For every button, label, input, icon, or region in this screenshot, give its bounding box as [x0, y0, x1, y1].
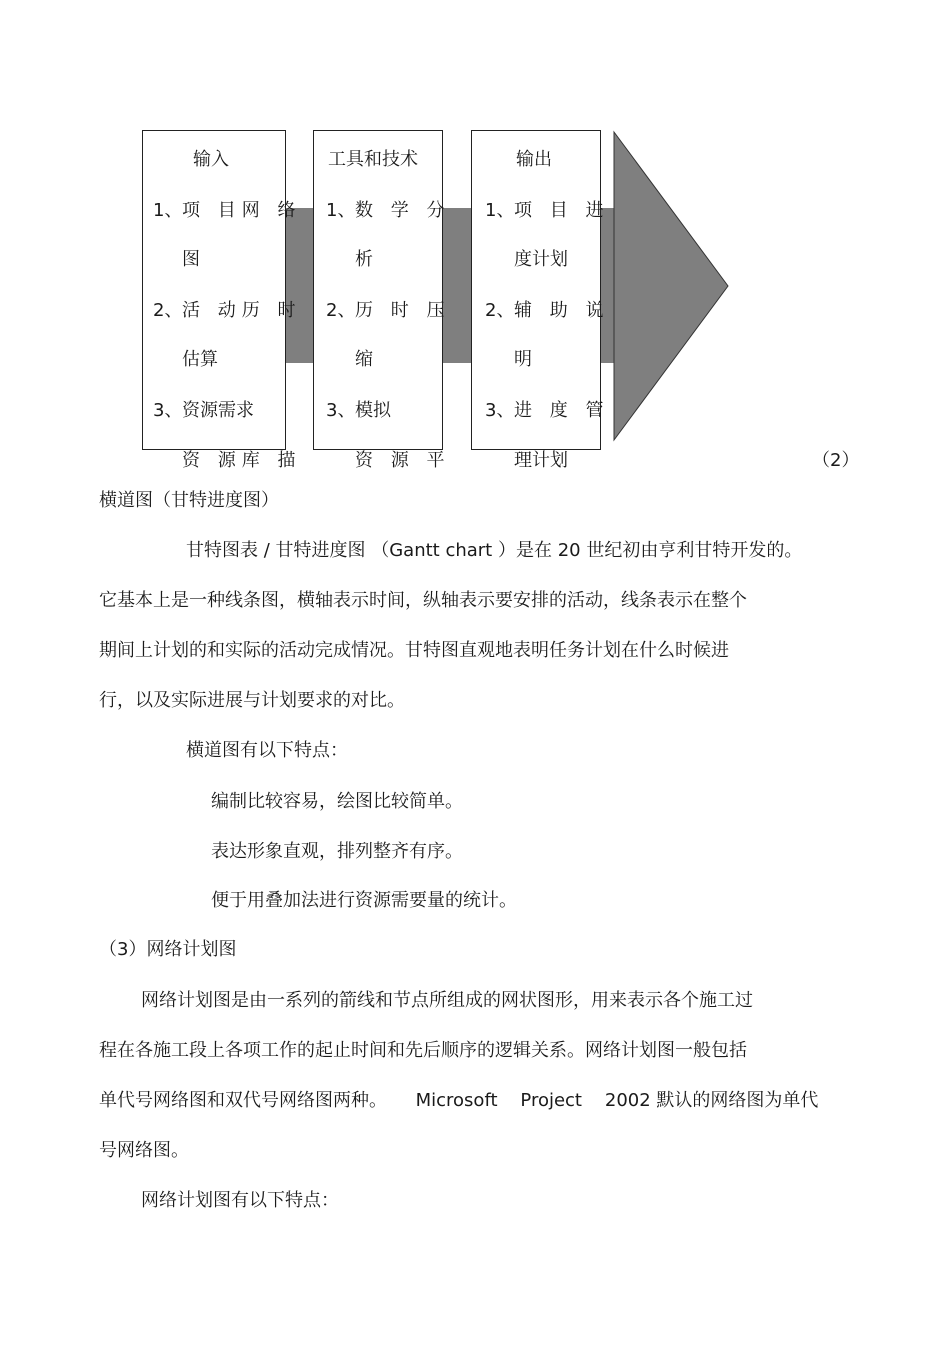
tools-item-3-line2: 资 源 平	[355, 450, 451, 471]
process-flow-diagram	[0, 0, 950, 500]
output-item-3-line2: 理计划	[514, 450, 568, 471]
tools-item-3-line1: 模拟	[355, 400, 391, 421]
arrow-head	[614, 132, 728, 440]
section-3-paragraph-line-3: 单代号网络图和双代号网络图两种。 Microsoft Project 2002 默认的网络图为单代	[99, 1090, 819, 1111]
output-title: 输出	[516, 149, 552, 170]
section-2-heading: 横道图（甘特进度图）	[99, 490, 279, 511]
output-item-2-line2: 明	[514, 349, 532, 370]
tools-item-1-line1: 数 学 分	[355, 200, 451, 221]
output-item-2-line1: 辅 助 说	[514, 300, 610, 321]
output-item-2-num: 2、	[485, 300, 515, 321]
input-item-1-line1: 项 目网 络	[182, 200, 302, 221]
tools-item-2-num: 2、	[326, 300, 356, 321]
input-item-2-line2: 估算	[182, 349, 218, 370]
input-item-3-line1: 资源需求	[182, 400, 254, 421]
input-item-1-num: 1、	[153, 200, 183, 221]
section-2-paragraph-line-2: 它基本上是一种线条图，横轴表示时间，纵轴表示要安排的活动，线条表示在整个	[99, 590, 747, 611]
tools-title: 工具和技术	[328, 149, 418, 170]
input-item-3-num: 3、	[153, 400, 183, 421]
tools-item-2-line1: 历 时 压	[355, 300, 451, 321]
output-item-3-line1: 进 度 管	[514, 400, 610, 421]
section-2-feature-2: 表达形象直观，排列整齐有序。	[211, 841, 463, 862]
input-item-3-line2: 资 源库 描	[182, 450, 302, 471]
section-2-feature-3: 便于用叠加法进行资源需要量的统计。	[211, 890, 517, 911]
section-3-paragraph-line-2: 程在各施工段上各项工作的起止时间和先后顺序的逻辑关系。网络计划图一般包括	[99, 1040, 747, 1061]
section-2-paragraph-line-1: 甘特图表 / 甘特进度图 （Gantt chart ）是在 20 世纪初由亨利甘特开发的。	[186, 540, 803, 561]
section-3-paragraph-line-1: 网络计划图是由一系列的箭线和节点所组成的网状图形，用来表示各个施工过	[141, 990, 753, 1011]
tools-item-2-line2: 缩	[355, 349, 373, 370]
output-item-1-num: 1、	[485, 200, 515, 221]
connector-band-2	[441, 208, 473, 363]
tools-item-1-line2: 析	[355, 249, 373, 270]
output-item-3-num: 3、	[485, 400, 515, 421]
section-2-features-intro: 横道图有以下特点：	[186, 740, 348, 761]
tools-item-3-num: 3、	[326, 400, 356, 421]
section-2-number: （2）	[812, 450, 860, 471]
section-3-heading: （3）网络计划图	[99, 939, 237, 960]
section-2-paragraph-line-3: 期间上计划的和实际的活动完成情况。甘特图直观地表明任务计划在什么时候进	[99, 640, 729, 661]
output-item-1-line1: 项 目 进	[514, 200, 610, 221]
input-item-2-line1: 活 动历 时	[182, 300, 302, 321]
section-3-features-intro: 网络计划图有以下特点：	[141, 1190, 339, 1211]
input-item-2-num: 2、	[153, 300, 183, 321]
section-2-feature-1: 编制比较容易，绘图比较简单。	[211, 791, 463, 812]
section-3-paragraph-line-4: 号网络图。	[99, 1140, 189, 1161]
input-title: 输入	[193, 149, 229, 170]
connector-band-1	[284, 208, 316, 363]
output-item-1-line2: 度计划	[514, 249, 568, 270]
input-item-1-line2: 图	[182, 249, 200, 270]
section-2-paragraph-line-4: 行，以及实际进展与计划要求的对比。	[99, 690, 405, 711]
tools-item-1-num: 1、	[326, 200, 356, 221]
